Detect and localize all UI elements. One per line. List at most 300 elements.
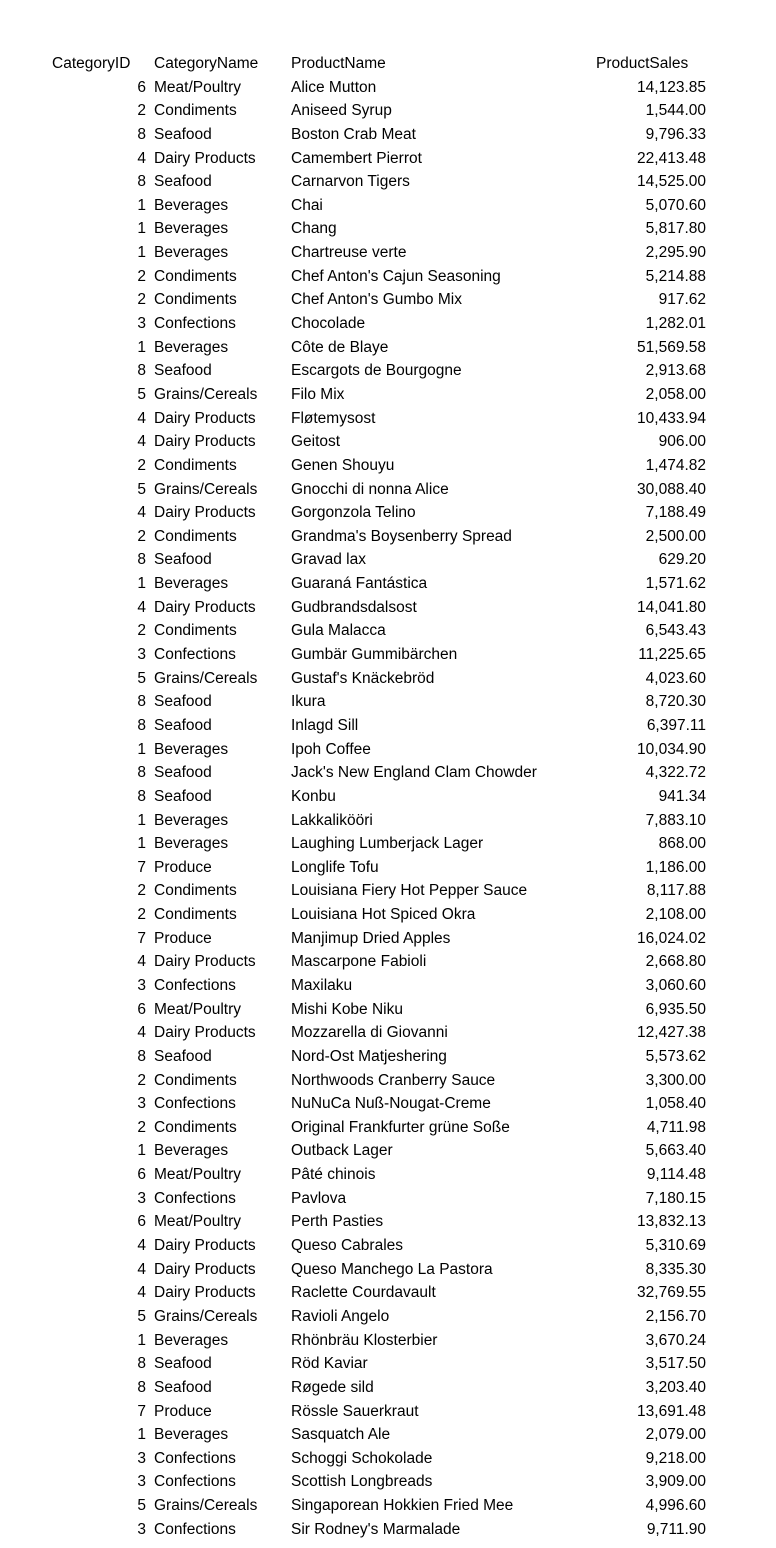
table-row: [0, 265, 776, 289]
product-sales-cell: 7,180.15: [645, 1189, 706, 1207]
product-name-cell: Northwoods Cranberry Sauce: [291, 1071, 496, 1089]
product-sales-cell: 5,310.69: [645, 1237, 706, 1255]
product-sales-cell: 10,433.94: [637, 409, 706, 427]
category-name-cell: Dairy Products: [154, 504, 256, 522]
category-id-cell: 8: [137, 693, 146, 711]
table-row: [0, 76, 776, 100]
table-row: [0, 359, 776, 383]
table-row: [0, 690, 776, 714]
table-body: [0, 76, 776, 1542]
table-row: [0, 147, 776, 171]
category-name-cell: Condiments: [154, 882, 237, 900]
product-sales-cell: 9,218.00: [645, 1449, 706, 1467]
category-name-cell: Confections: [154, 315, 236, 333]
category-id-cell: 1: [137, 220, 146, 238]
table-row: [0, 1423, 776, 1447]
product-sales-cell: 8,117.88: [646, 882, 706, 900]
category-name-cell: Seafood: [154, 362, 212, 380]
category-name-cell: Condiments: [154, 291, 237, 309]
category-id-cell: 2: [137, 291, 146, 309]
category-id-cell: 3: [137, 1189, 146, 1207]
category-name-cell: Confections: [154, 1473, 236, 1491]
product-sales-cell: 2,156.70: [645, 1307, 706, 1325]
category-name-cell: Seafood: [154, 551, 212, 569]
category-id-cell: 6: [137, 78, 146, 96]
product-name-cell: Chang: [291, 220, 337, 238]
category-name-cell: Seafood: [154, 1047, 212, 1065]
product-name-cell: Raclette Courdavault: [291, 1284, 436, 1302]
table-row: [0, 1092, 776, 1116]
category-name-cell: Meat/Poultry: [154, 1000, 242, 1018]
category-id-cell: 8: [137, 1355, 146, 1373]
product-sales-cell: 14,123.85: [637, 78, 706, 96]
product-name-cell: Lakkalikööri: [291, 811, 373, 829]
header-row: [0, 52, 776, 76]
product-name-cell: Louisiana Hot Spiced Okra: [291, 906, 476, 924]
category-id-cell: 4: [137, 1237, 146, 1255]
category-id-cell: 8: [137, 125, 146, 143]
category-id-cell: 8: [137, 173, 146, 191]
table-row: [0, 1447, 776, 1471]
product-sales-cell: 3,909.00: [645, 1473, 706, 1491]
product-name-cell: Ipoh Coffee: [291, 740, 371, 758]
category-name-cell: Beverages: [154, 196, 229, 214]
category-name-cell: Beverages: [154, 244, 229, 262]
category-id-cell: 4: [137, 149, 146, 167]
category-id-cell: 8: [137, 764, 146, 782]
category-id-cell: 8: [137, 787, 146, 805]
category-id-cell: 2: [137, 102, 146, 120]
category-id-cell: 4: [137, 1284, 146, 1302]
table-row: [0, 619, 776, 643]
table-row: [0, 643, 776, 667]
product-sales-cell: 4,711.98: [646, 1118, 706, 1136]
category-id-cell: 3: [137, 1095, 146, 1113]
product-name-cell: Chef Anton's Gumbo Mix: [291, 291, 462, 309]
table-row: [0, 596, 776, 620]
product-sales-cell: 6,543.43: [645, 622, 706, 640]
table-row: [0, 1470, 776, 1494]
product-sales-cell: 8,720.30: [645, 693, 706, 711]
product-sales-cell: 1,474.82: [645, 456, 706, 474]
category-id-cell: 6: [137, 1213, 146, 1231]
category-id-cell: 2: [137, 1071, 146, 1089]
category-name-cell: Grains/Cereals: [154, 1307, 258, 1325]
category-name-cell: Seafood: [154, 764, 212, 782]
product-sales-cell: 2,668.80: [645, 953, 706, 971]
table-row: [0, 1494, 776, 1518]
product-sales-cell: 2,108.00: [645, 906, 706, 924]
category-id-cell: 1: [137, 1426, 146, 1444]
product-name-cell: Genen Shouyu: [291, 456, 395, 474]
category-name-cell: Beverages: [154, 1331, 229, 1349]
product-name-cell: Chai: [291, 196, 323, 214]
table-row: [0, 383, 776, 407]
column-header-category-name: CategoryName: [154, 55, 259, 72]
table-row: [0, 667, 776, 691]
product-sales-report: [0, 52, 776, 1541]
category-id-cell: 6: [137, 1000, 146, 1018]
table-row: [0, 998, 776, 1022]
table-row: [0, 1305, 776, 1329]
category-id-cell: 4: [137, 504, 146, 522]
category-name-cell: Seafood: [154, 716, 212, 734]
table-row: [0, 194, 776, 218]
product-sales-cell: 32,769.55: [637, 1284, 706, 1302]
table-row: [0, 1021, 776, 1045]
product-sales-cell: 3,517.50: [645, 1355, 706, 1373]
table-row: [0, 1234, 776, 1258]
product-name-cell: Escargots de Bourgogne: [291, 362, 462, 380]
category-id-cell: 1: [137, 1142, 146, 1160]
product-sales-cell: 14,525.00: [637, 173, 706, 191]
category-id-cell: 1: [137, 196, 146, 214]
product-name-cell: NuNuCa Nuß-Nougat-Creme: [291, 1095, 491, 1113]
table-row: [0, 1400, 776, 1424]
category-id-cell: 4: [137, 953, 146, 971]
category-id-cell: 5: [137, 385, 146, 403]
table-row: [0, 430, 776, 454]
category-id-cell: 7: [137, 929, 146, 947]
product-sales-cell: 4,322.72: [645, 764, 706, 782]
product-name-cell: Geitost: [291, 433, 341, 451]
category-name-cell: Condiments: [154, 102, 237, 120]
product-name-cell: Røgede sild: [291, 1378, 374, 1396]
product-name-cell: Queso Cabrales: [291, 1237, 404, 1255]
category-name-cell: Confections: [154, 1095, 236, 1113]
product-sales-cell: 5,070.60: [645, 196, 706, 214]
product-sales-cell: 2,079.00: [645, 1426, 706, 1444]
table-row: [0, 785, 776, 809]
table-row: [0, 478, 776, 502]
column-header-product-sales: ProductSales: [596, 55, 689, 72]
product-sales-cell: 906.00: [658, 433, 706, 451]
category-name-cell: Dairy Products: [154, 149, 256, 167]
product-sales-cell: 629.20: [658, 551, 706, 569]
product-name-cell: Scottish Longbreads: [291, 1473, 433, 1491]
product-sales-cell: 1,544.00: [645, 102, 706, 120]
category-name-cell: Beverages: [154, 811, 229, 829]
product-sales-cell: 16,024.02: [637, 929, 706, 947]
product-sales-cell: 6,935.50: [645, 1000, 706, 1018]
category-name-cell: Dairy Products: [154, 409, 256, 427]
product-sales-cell: 9,114.48: [646, 1166, 706, 1184]
product-sales-cell: 5,214.88: [645, 267, 706, 285]
category-id-cell: 5: [137, 480, 146, 498]
product-name-cell: Chocolade: [291, 315, 366, 333]
product-sales-cell: 10,034.90: [637, 740, 706, 758]
category-name-cell: Grains/Cereals: [154, 385, 258, 403]
table-row: [0, 832, 776, 856]
product-sales-cell: 2,058.00: [645, 385, 706, 403]
category-name-cell: Confections: [154, 1520, 236, 1538]
category-name-cell: Condiments: [154, 267, 237, 285]
category-name-cell: Seafood: [154, 787, 212, 805]
product-name-cell: Fløtemysost: [291, 409, 376, 427]
product-sales-cell: 2,500.00: [645, 527, 706, 545]
category-name-cell: Condiments: [154, 1118, 237, 1136]
table-row: [0, 714, 776, 738]
table-row: [0, 1045, 776, 1069]
category-id-cell: 2: [137, 527, 146, 545]
product-name-cell: Mishi Kobe Niku: [291, 1000, 403, 1018]
category-id-cell: 1: [137, 244, 146, 262]
category-id-cell: 6: [137, 1166, 146, 1184]
category-name-cell: Beverages: [154, 220, 229, 238]
category-id-cell: 4: [137, 433, 146, 451]
product-sales-cell: 14,041.80: [637, 598, 706, 616]
category-name-cell: Beverages: [154, 1142, 229, 1160]
product-name-cell: Gorgonzola Telino: [291, 504, 416, 522]
category-id-cell: 4: [137, 598, 146, 616]
category-id-cell: 2: [137, 1118, 146, 1136]
category-id-cell: 1: [137, 811, 146, 829]
category-id-cell: 2: [137, 622, 146, 640]
category-name-cell: Meat/Poultry: [154, 78, 242, 96]
category-id-cell: 2: [137, 267, 146, 285]
category-id-cell: 5: [137, 1497, 146, 1515]
category-name-cell: Seafood: [154, 173, 212, 191]
table-row: [0, 1258, 776, 1282]
product-sales-cell: 5,573.62: [645, 1047, 706, 1065]
product-name-cell: Ikura: [291, 693, 326, 711]
product-sales-cell: 6,397.11: [646, 716, 706, 734]
category-id-cell: 5: [137, 1307, 146, 1325]
column-header-product-name: ProductName: [291, 55, 386, 72]
product-name-cell: Guaraná Fantástica: [291, 575, 428, 593]
category-name-cell: Grains/Cereals: [154, 480, 258, 498]
category-name-cell: Meat/Poultry: [154, 1213, 242, 1231]
table-row: [0, 1281, 776, 1305]
table-row: [0, 879, 776, 903]
product-name-cell: Louisiana Fiery Hot Pepper Sauce: [291, 882, 528, 900]
product-name-cell: Chef Anton's Cajun Seasoning: [291, 267, 501, 285]
category-name-cell: Condiments: [154, 1071, 237, 1089]
product-name-cell: Aniseed Syrup: [291, 102, 392, 120]
category-id-cell: 3: [137, 1473, 146, 1491]
product-name-cell: Jack's New England Clam Chowder: [291, 764, 537, 782]
category-name-cell: Beverages: [154, 835, 229, 853]
product-sales-cell: 51,569.58: [637, 338, 706, 356]
table-row: [0, 407, 776, 431]
category-id-cell: 3: [137, 976, 146, 994]
table-row: [0, 217, 776, 241]
product-sales-cell: 3,060.60: [645, 976, 706, 994]
product-sales-cell: 30,088.40: [637, 480, 706, 498]
product-name-cell: Gravad lax: [291, 551, 366, 569]
product-sales-cell: 9,796.33: [645, 125, 706, 143]
product-sales-cell: 4,023.60: [645, 669, 706, 687]
category-id-cell: 1: [137, 1331, 146, 1349]
table-row: [0, 1329, 776, 1353]
product-name-cell: Outback Lager: [291, 1142, 393, 1160]
category-name-cell: Beverages: [154, 1426, 229, 1444]
table-row: [0, 548, 776, 572]
category-id-cell: 8: [137, 1047, 146, 1065]
category-id-cell: 3: [137, 1520, 146, 1538]
category-name-cell: Confections: [154, 1449, 236, 1467]
product-sales-cell: 5,663.40: [645, 1142, 706, 1160]
category-name-cell: Confections: [154, 1189, 236, 1207]
table-row: [0, 809, 776, 833]
product-sales-cell: 7,883.10: [645, 811, 706, 829]
category-name-cell: Beverages: [154, 338, 229, 356]
category-name-cell: Meat/Poultry: [154, 1166, 242, 1184]
category-name-cell: Dairy Products: [154, 1260, 256, 1278]
product-sales-cell: 8,335.30: [645, 1260, 706, 1278]
column-header-category-id: CategoryID: [52, 55, 131, 72]
category-id-cell: 1: [137, 338, 146, 356]
category-name-cell: Dairy Products: [154, 1237, 256, 1255]
table-row: [0, 123, 776, 147]
table-row: [0, 99, 776, 123]
product-sales-cell: 7,188.49: [645, 504, 706, 522]
category-name-cell: Dairy Products: [154, 1024, 256, 1042]
product-sales-cell: 12,427.38: [637, 1024, 706, 1042]
product-name-cell: Côte de Blaye: [291, 338, 389, 356]
table-row: [0, 501, 776, 525]
product-sales-cell: 3,300.00: [645, 1071, 706, 1089]
product-sales-cell: 11,225.65: [638, 646, 706, 664]
category-name-cell: Dairy Products: [154, 953, 256, 971]
category-id-cell: 2: [137, 882, 146, 900]
product-name-cell: Inlagd Sill: [291, 716, 359, 734]
category-name-cell: Condiments: [154, 906, 237, 924]
product-name-cell: Gumbär Gummibärchen: [291, 646, 458, 664]
product-sales-cell: 941.34: [658, 787, 706, 805]
product-name-cell: Longlife Tofu: [291, 858, 379, 876]
product-name-cell: Original Frankfurter grüne Soße: [291, 1118, 510, 1136]
product-name-cell: Gnocchi di nonna Alice: [291, 480, 449, 498]
table-row: [0, 1210, 776, 1234]
category-id-cell: 8: [137, 362, 146, 380]
product-sales-cell: 5,817.80: [645, 220, 706, 238]
category-name-cell: Grains/Cereals: [154, 1497, 258, 1515]
product-name-cell: Boston Crab Meat: [291, 125, 416, 143]
category-name-cell: Produce: [154, 929, 212, 947]
category-name-cell: Condiments: [154, 622, 237, 640]
category-name-cell: Produce: [154, 858, 212, 876]
table-row: [0, 525, 776, 549]
table-row: [0, 241, 776, 265]
product-name-cell: Pavlova: [291, 1189, 347, 1207]
product-sales-cell: 1,058.40: [645, 1095, 706, 1113]
category-id-cell: 4: [137, 409, 146, 427]
product-name-cell: Grandma's Boysenberry Spread: [291, 527, 512, 545]
table-row: [0, 1139, 776, 1163]
product-name-cell: Laughing Lumberjack Lager: [291, 835, 484, 853]
table-row: [0, 312, 776, 336]
category-name-cell: Beverages: [154, 740, 229, 758]
product-sales-cell: 4,996.60: [645, 1497, 706, 1515]
product-name-cell: Chartreuse verte: [291, 244, 407, 262]
product-sales-cell: 3,203.40: [645, 1378, 706, 1396]
category-name-cell: Confections: [154, 646, 236, 664]
category-id-cell: 1: [137, 575, 146, 593]
table-row: [0, 761, 776, 785]
product-name-cell: Mascarpone Fabioli: [291, 953, 427, 971]
product-name-cell: Singaporean Hokkien Fried Mee: [291, 1497, 514, 1515]
category-id-cell: 4: [137, 1024, 146, 1042]
product-sales-cell: 1,571.62: [645, 575, 706, 593]
table-row: [0, 1163, 776, 1187]
table-row: [0, 903, 776, 927]
category-id-cell: 3: [137, 315, 146, 333]
category-id-cell: 7: [137, 1402, 146, 1420]
category-name-cell: Dairy Products: [154, 598, 256, 616]
product-sales-cell: 3,670.24: [645, 1331, 706, 1349]
category-id-cell: 3: [137, 646, 146, 664]
product-name-cell: Camembert Pierrot: [291, 149, 422, 167]
category-id-cell: 8: [137, 1378, 146, 1396]
product-name-cell: Pâté chinois: [291, 1166, 376, 1184]
category-id-cell: 2: [137, 456, 146, 474]
table-row: [0, 1518, 776, 1542]
category-name-cell: Condiments: [154, 527, 237, 545]
table-row: [0, 738, 776, 762]
product-name-cell: Carnarvon Tigers: [291, 173, 410, 191]
product-sales-cell: 1,186.00: [645, 858, 706, 876]
table-row: [0, 950, 776, 974]
product-sales-cell: 2,295.90: [645, 244, 706, 262]
category-name-cell: Grains/Cereals: [154, 669, 258, 687]
product-name-cell: Nord-Ost Matjeshering: [291, 1047, 447, 1065]
table-row: [0, 974, 776, 998]
product-sales-cell: 2,913.68: [645, 362, 706, 380]
product-sales-cell: 9,711.90: [646, 1520, 706, 1538]
product-name-cell: Rhönbräu Klosterbier: [291, 1331, 438, 1349]
product-name-cell: Perth Pasties: [291, 1213, 384, 1231]
category-id-cell: 3: [137, 1449, 146, 1467]
table-row: [0, 1069, 776, 1093]
table-row: [0, 288, 776, 312]
product-sales-cell: 13,691.48: [637, 1402, 706, 1420]
product-name-cell: Filo Mix: [291, 385, 345, 403]
product-name-cell: Rössle Sauerkraut: [291, 1402, 419, 1420]
category-id-cell: 2: [137, 906, 146, 924]
category-name-cell: Confections: [154, 976, 236, 994]
product-name-cell: Sasquatch Ale: [291, 1426, 391, 1444]
product-name-cell: Ravioli Angelo: [291, 1307, 390, 1325]
product-name-cell: Röd Kaviar: [291, 1355, 368, 1373]
table-row: [0, 856, 776, 880]
table-row: [0, 1352, 776, 1376]
product-name-cell: Queso Manchego La Pastora: [291, 1260, 493, 1278]
category-name-cell: Seafood: [154, 125, 212, 143]
product-name-cell: Maxilaku: [291, 976, 353, 994]
category-id-cell: 4: [137, 1260, 146, 1278]
table-row: [0, 927, 776, 951]
table-row: [0, 1187, 776, 1211]
category-name-cell: Seafood: [154, 1378, 212, 1396]
product-sales-cell: 22,413.48: [637, 149, 706, 167]
product-name-cell: Sir Rodney's Marmalade: [291, 1520, 461, 1538]
product-sales-cell: 917.62: [658, 291, 706, 309]
product-name-cell: Schoggi Schokolade: [291, 1449, 433, 1467]
table-row: [0, 1376, 776, 1400]
product-sales-cell: 1,282.01: [645, 315, 706, 333]
category-name-cell: Seafood: [154, 693, 212, 711]
category-id-cell: 8: [137, 551, 146, 569]
product-name-cell: Alice Mutton: [291, 78, 377, 96]
product-name-cell: Mozzarella di Giovanni: [291, 1024, 448, 1042]
product-name-cell: Manjimup Dried Apples: [291, 929, 451, 947]
product-name-cell: Gula Malacca: [291, 622, 386, 640]
category-id-cell: 1: [137, 740, 146, 758]
category-id-cell: 7: [137, 858, 146, 876]
category-name-cell: Condiments: [154, 456, 237, 474]
table-row: [0, 336, 776, 360]
